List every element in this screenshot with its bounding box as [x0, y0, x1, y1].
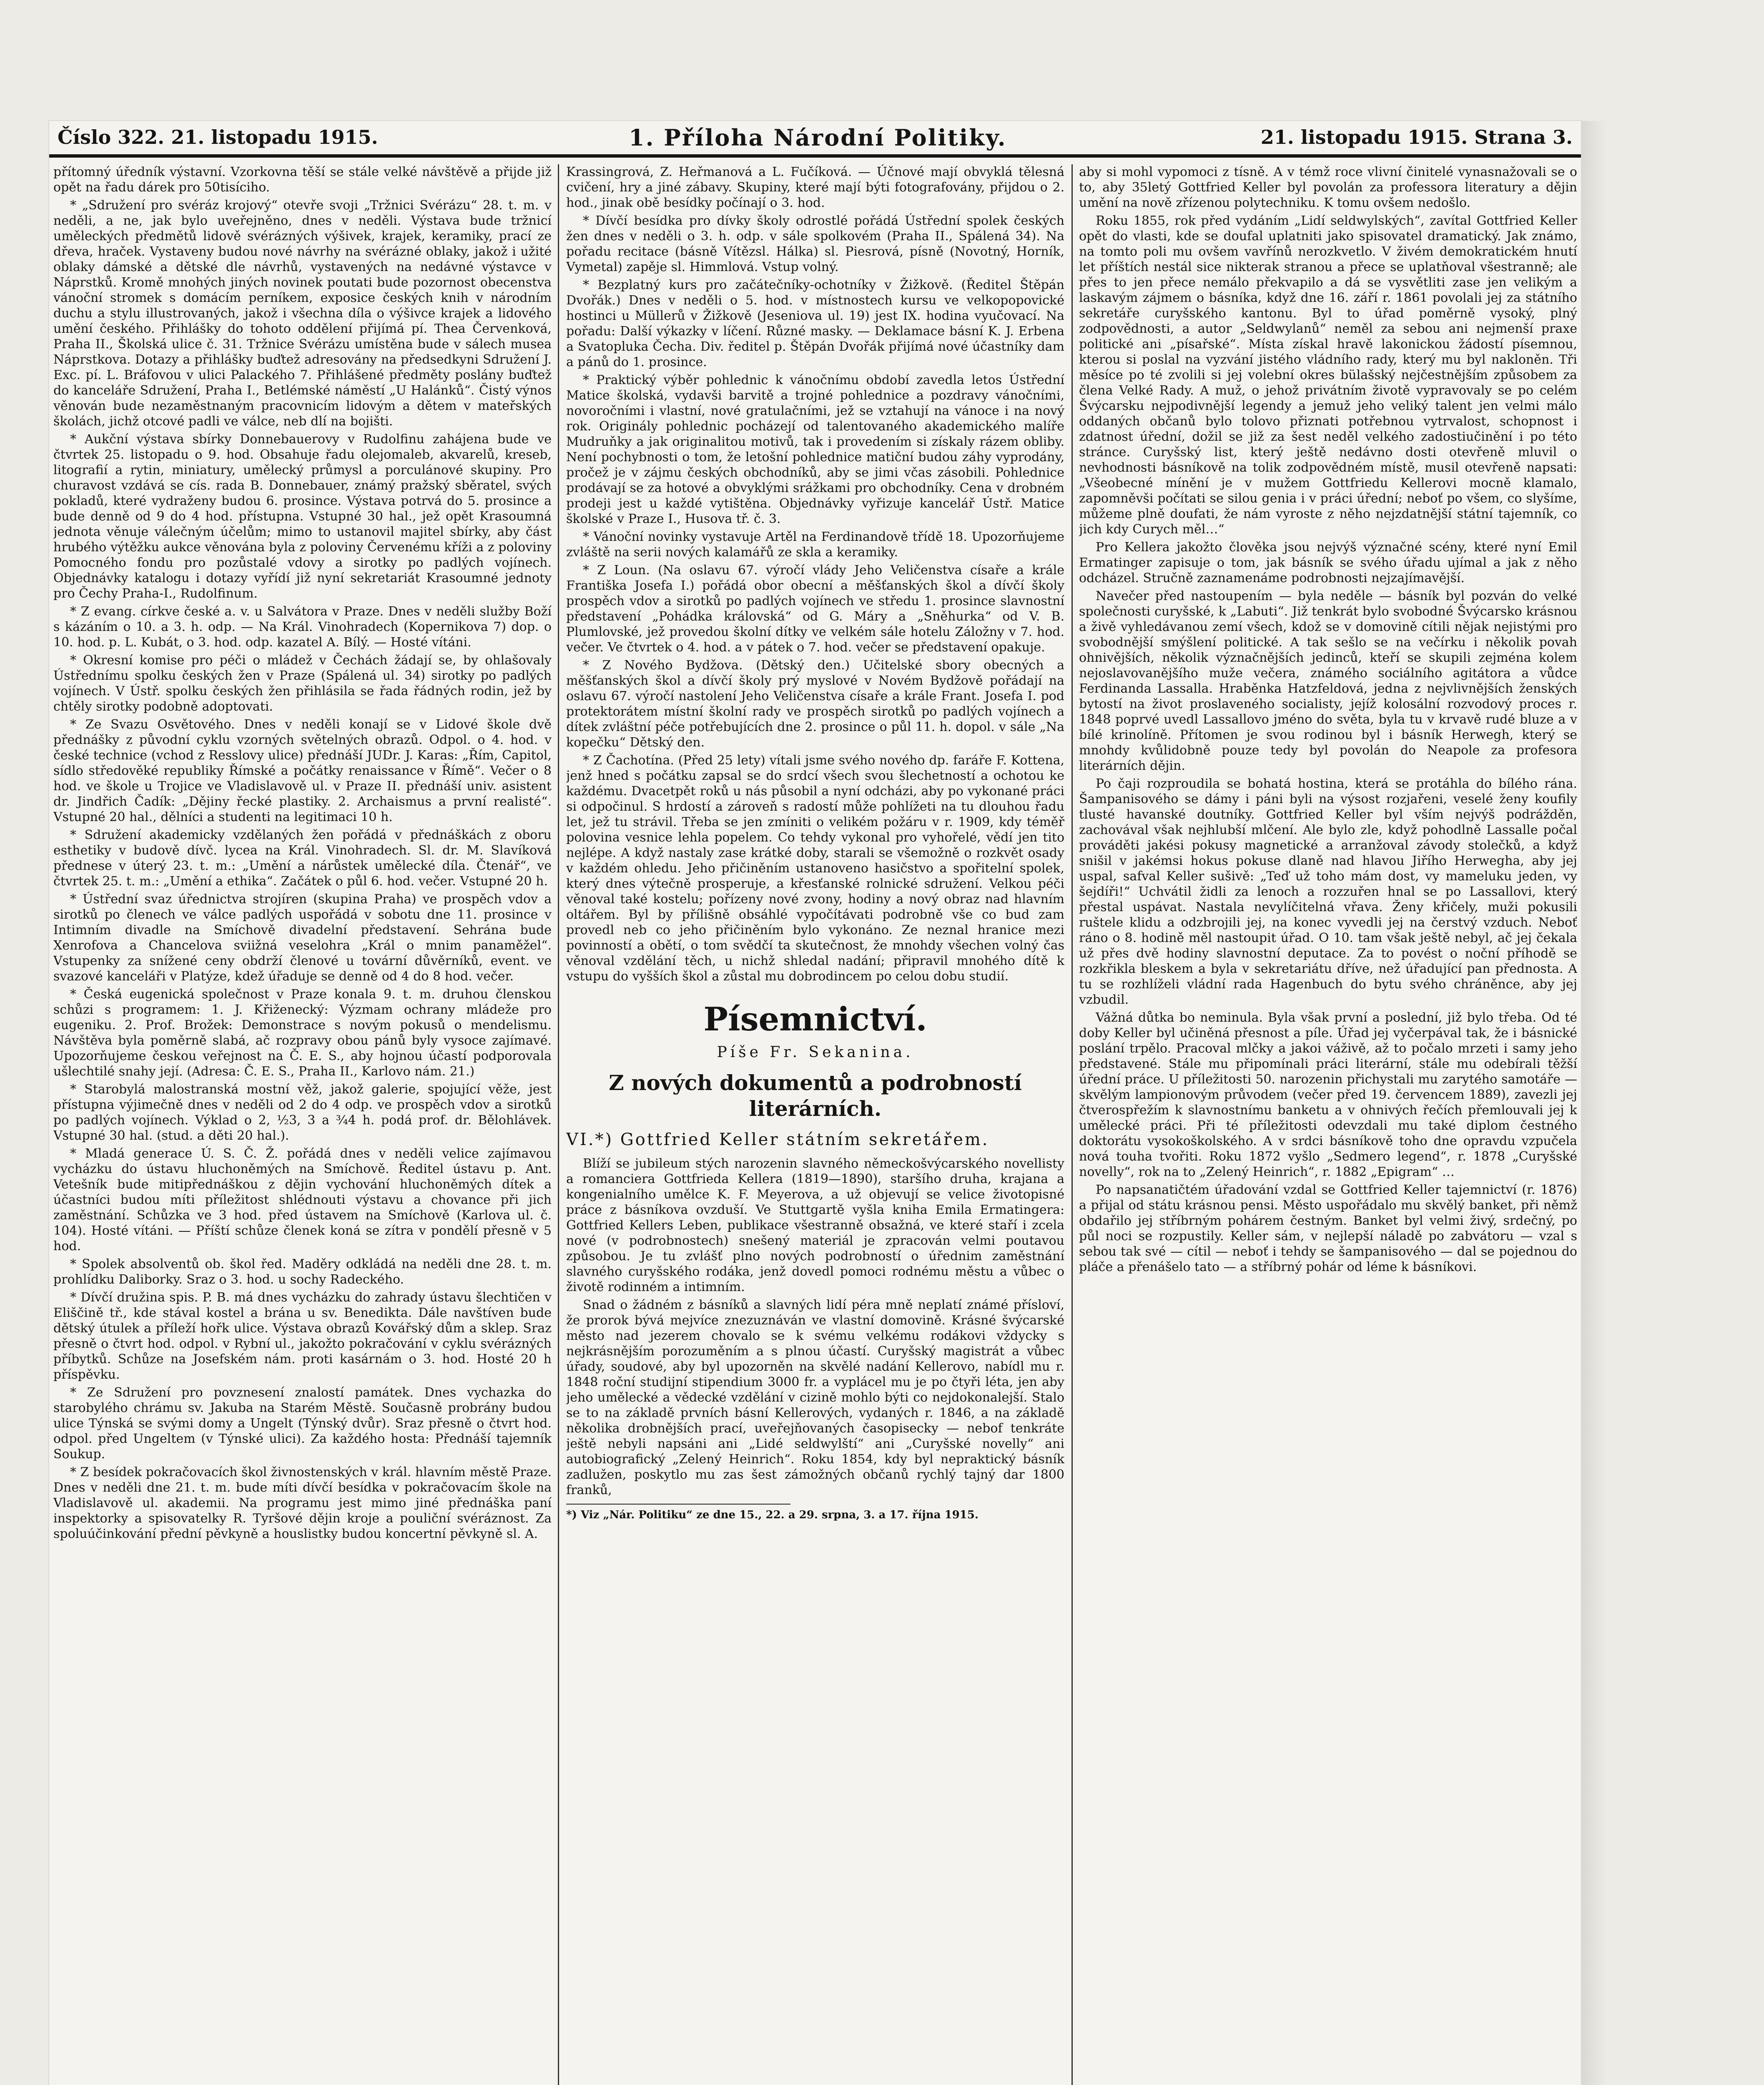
date-page-info: 21. listopadu 1915. Strana 3.: [1260, 126, 1573, 148]
article-paragraph: Po čaji rozproudila se bohatá hostina, která se protáhla do bílého rána. Šampanisového se dámy i páni byli na výsost rozjařeni, veselé ženy koufily tlusté havanské doutníky. Gottfried Keller byl vším nejvýš podrážděn, zachovával však nejhlubší mlčení. Ale bylo zle, když pohodlně Lassalle počal prováděti jakési pokusy magnetické a arranžoval závody stolečků, a když snišil v jakémsi hokus pokuse dlaně nad hlavou Jiřího Herwegha, aby jej uspal, safval Keller sušivě: „Teď už toho mám dost, vy mameluku jeden, vy šejdíři!“ Uchvátil židli za lenoch a rozzuřen hnal se po Lassallovi, který přestal uspávat. Nastala nevylíčitelná vřava. Ženy křičely, muži pokusili ruštele klidu a odzbrojili jej, na konec vyvedli jej na čerstvý vzduch. Neboť ráno o 8. hodině měl nastoupit úřad. O 10. tam však ještě nebyl, ač jej čekala už přes dvě hodiny slavnostní deputace. Za to povést o noční příhodě se rozkřikla bleskem a byla v sekretariátu dříve, než úřadující pan přednosta. A tu se rozhlíželi vládní rada Hagenbuch do bytu svého chráněnce, aby jej vzbudil.: [1079, 776, 1577, 1007]
article-paragraph: Navečer před nastoupením — byla neděle — básník byl pozván do velké společnosti curyšské, k „Labuti“. Již tenkrát bylo svobodné Švýcarsko krásnou a živě vyhledávanou zemí všech, kdož se v domovině cítili nějak nejistými pro svobodnější smýšlení politické. A tak sešlo se na večírku i několik povah ohnivějších, několik význačnějších jedinců, kteří se skupili zejména kolem nejoslavovanějšího muže večera, známého sociálního agitátora a vůdce Ferdinanda Lassalla. Hraběnka Hatzfeldová, jedna z nejvlivnějších ženských bytostí na život proslaveného socialisty, jejíž kolosální rozvodový proces r. 1848 poprvé uvedl Lassallovo jméno do světa, byla tu v krvavě rudé bluze a v bílé krinolíně. Přítomen je svou rodinou byl i básník Herwegh, který se mnohdy kvůlidobně pouze tedy byl povolán do Neapole za profesora literárních dějin.: [1079, 589, 1577, 773]
newspaper-page: [49, 121, 1581, 2085]
page-edge: [1581, 121, 1606, 2085]
byline: Píše Fr. Sekanina.: [717, 1044, 914, 1061]
news-item: * Mladá generace Ú. S. Č. Ž. pořádá dnes v neděli velice zajímavou vycházku do ústavu hluchoněmých na Smíchově. Ředitel ústavu p. Ant. Vetešník bude mitipřednáškou z dějin vychování hluchoněmých dítek a účastníci budou míti příležitost shlédnouti výstavu a chovance při jich zaměstnání. Schůzka ve 3 hod. před ústavem na Smíchově (Karlova ul. č. 104). Hosté vítáni. — Příští schůze členek koná se zítra v pondělí přesně v 5 hod.: [53, 1146, 552, 1254]
footnote-divider: [566, 1504, 790, 1505]
column-divider: [558, 164, 559, 2085]
news-item: * Ze Sdružení pro povznesení znalostí památek. Dnes vychazka do starobylého chrámu sv. Jakuba na Starém Městě. Současně probrány budou ulice Týnská se svými domy a Ungelt (Týnský dvůr). Sraz přesně o čtvrt hod. odpol. před Ungeltem (v Týnské ulici). Za každého hosta: Přednáší tajemník Soukup.: [53, 1385, 552, 1462]
news-item: * Spolek absolventů ob. škol řed. Maděry odkládá na neděli dne 28. t. m. prohlídku Daliborky. Sraz o 3. hod. u sochy Radeckého.: [53, 1257, 552, 1287]
news-item: * Ústřední svaz úřednictva strojíren (skupina Praha) ve prospěch vdov a sirotků po členech ve válce padlých uspořádá v sobotu dne 11. prosince v Intimním divadle na Smíchově divadelní představení. Sehrána bude Xenrofova a Chancelova sviižná veselohra „Král o mnim panaměžel“. Vstupenky za snížené ceny obdrží členové u tovární důvěrníků, event. ve svazové kanceláři v Platýze, kdež úřaduje se denně od 4 do 8 hod. večer.: [53, 892, 552, 984]
footnote: *) Viz „Nár. Politiku“ ze dne 15., 22. a 29. srpna, 3. a 17. října 1915.: [566, 1509, 979, 1521]
article-paragraph: Vážná důtka bo neminula. Byla však první a poslední, již bylo třeba. Od té doby Keller byl učiněná přesnost a píle. Úřad jej vyčerpával tak, že i básnické poslání trpělo. Pracoval mlčky a jakoi váživě, až to počalo mrzeti i samy jeho představené. Stále mu připomínali práci literární, stále mu odebírali těžší úřední práce. U příležitosti 50. narozenin přichystali mu zarytého samotáře — skvělým lampionovým průvodem (večer před 19. červencem 1889), zavezli jej čtverospřežím k slavnostnímu banketu a v ohnivých řečích přemlouvali jej k umělecké práci. Při té příležitosti odevzdali mu také diplom čestného doktorátu vysokoškolského. A v srdci básníkově toho dne opravdu vzpučela nová touha tvořiti. Roku 1872 vyšlo „Sedmero legend“, r. 1878 „Curyšské novelly“, rok na to „Zelený Heinrich“, r. 1882 „Epigram“ …: [1079, 1010, 1577, 1179]
article-paragraph: Po napsanatičtém úřadování vzdal se Gottfried Keller tajemnictví (r. 1876) a přijal od státu krásnou pensi. Město uspořádalo mu skvělý banket, při němž obdařilo jej stříbrným pohárem čestným. Banket byl velmi živý, srdečný, po půl noci se rozpustily. Keller sám, v nejlepší náladě po zabvátoru — vzal s sebou tak své — cítil — neboť i tehdy se šampanisového — dal se pojednou do pláče a přenášelo tato — a stříbrný pohár od léme k básníkovi.: [1079, 1183, 1577, 1274]
news-item: * Z besídek pokračovacích škol živnostenských v král. hlavním městě Praze. Dnes v neděli dne 21. t. m. bude míti dívčí besídka v pokračovacím škole na Vladislavově ul. akademii. Na programu jest mimo jiné přednáška paní inspektorky a spisovatelky R. Tyršové dějin kroje a pouliční svéráznost. Za spoluúčinkování přední pěvkyně a houslistky budou koncertní pěvkyně sl. A.: [53, 1465, 552, 1541]
news-item: * Praktický výběr pohlednic k vánočnímu období zavedla letos Ústřední Matice školská, vydavši barvitě a trojné pohlednice a pozdravy vánočními, novoročními i vlastní, nové gratulačními, jež se vztahují na vánoce i na nový rok. Originály pohlednic pocházejí od talentovaného akademického malíře Mudruňky a jak originalitou motivů, tak i provedením si získaly rázem obliby. Není pochybnosti o tom, že letošní pohlednice matiční budou záhy vyprodány, pročež je v zájmu českých obchodníků, aby se jimi včas zásobili. Pohlednice prodávají se za hotové a obvyklými srážkami pro obchodníky. Cena v drobném prodeji jest u každé vytištěna. Objednávky vyřizuje kancelář Ústř. Matice školské v Praze I., Husova tř. č. 3.: [566, 373, 1064, 526]
column-1: [53, 164, 552, 2085]
news-item: * Z Čachotína. (Před 25 lety) vítali jsme svého nového dp. faráře F. Kottena, jenž hned s počátku zapsal se do srdcí všech svou šlechetností a ochotou ke každému. Dvacetpět roků u nás působil a nyní odcházi, aby po vykonané práci si odpočinul. S hrdostí a zároveň s radostí může pohlížeti na tu dlouhou řadu let, jež tu strávil. Třeba se jen zmíniti o velikém požáru v r. 1909, kdy téměř polovina vesnice lehla popelem. Co tehdy vykonal pro vyhořelé, vědí jen tito nejlépe. A když nastaly zase krátké doby, starali se všemožně o rozkvět osady v každém ohledu. Jeho přičiněním ustanoveno hasičstvo a spořitelní spolek, který dnes výtečně prosperuje, a křesťanské rolnické sdružení. Velkou péči věnoval také kostelu; pořízeny nové zvony, hodiny a nový obraz nad hlavním oltářem. Byl by přílišně obsáhlé vypočítávati podrobně vše co bud zam provedl neb co jeho přičiněním bylo vykonáno. Ze neznal hranice mezi povinností a obětí, o tom svědčí ta skutečnost, že mnohdy všechen volný čas věnoval vzdělání těch, u nichž shledal nadání; připravil mnohého dítě k vstupu do vyšších škol a zůstal mu dobrodincem po celou dobu studií.: [566, 753, 1064, 984]
news-item: * Okresní komise pro péči o mládež v Čechách žádají se, by ohlašovaly Ústřednímu spolku českých žen v Praze (Spálená ul. 34) sirotky po padlých vojínech. V Ústř. spolku českých žen přihlásila se řada řádných rodin, jež by chtěly sirotky podobně adoptovati.: [53, 653, 552, 714]
news-item: * Ze Svazu Osvětového. Dnes v neděli konají se v Lidové škole dvě přednášky z původní cyklu vzorných světelných obrazů. Odpol. o 4. hod. v české technice (vchod z Resslovy ulice) přednáší JUDr. J. Karas: „Řím, Capitol, sídlo středověké republiky Římské a počátky renaissance v Římě“. Večer o 8 hod. ve škole u Trojice ve Vladislavově ul. v Praze II. přednáší univ. asistent dr. Jindřich Čadík: „Dějiny řecké plastiky. 2. Archaismus a první realisté“. Vstupné 20 hal., dělníci a studenti na legitimaci 10 h.: [53, 717, 552, 824]
news-item: * Aukční výstava sbírky Donnebauerovy v Rudolfinu zahájena bude ve čtvrtek 25. listopadu o 9. hod. Obsahuje řadu olejomaleb, akvarelů, kreseb, litografií a rytin, miniatury, umělecký průmysl a porculánové skupiny. Pro churavost vzdává se cís. rada B. Donnebauer, známý pražský sběratel, svých pokladů, které vydraženy budou 6. prosince. Výstava potrvá do 5. prosince a bude denně od 9 do 4 hod. přístupna. Vstupné 30 hal., jež opět Krasoumná jednota věnuje válečným účelům; mimo to ustanovil majitel sbírky, aby část hrubého výtěžku aukce věnována byla z poloviny Červenému kříži a z poloviny Pomocného fondu pro pozůstalé vdovy a sirotky po padlých vojínech. Objednávky katalogu i dotazy vyřídí již nyní sekretariát Krasoumné jednoty pro Čechy Praha-I., Rudolfinum.: [53, 432, 552, 601]
news-item: * „Sdružení pro svéráz krojový“ otevře svoji „Tržnici Svérázu“ 28. t. m. v neděli, a ne, jak bylo uveřejněno, dnes v neděli. Výstava bude tržnicí uměleckých předmětů lidově svérázných výšivek, krajek, keramiky, prací ze dřeva, hraček. Vystaveny budou nové návrhy na svérázné oblaky, jakož i užité oblaky dámské a dětské dle návrhů, vystavených na nedávné výstavce v Náprstků. Kromě mnohých jiných novinek poutati bude pozornost obecenstva vánoční stromek s domácím perníkem, exposice českých knih v národním duchu a stylu illustrovaných, jakož i všechna díla o výšivce krajek a lidového umění českého. Přihlášky do tohoto oddělení přijímá pí. Thea Červenková, Praha II., Školská ulice č. 31. Tržnice Svérázu umístěna bude v sálech musea Náprstkova. Dotazy a přihlášky buďtež adresovány na předsedkyni Sdružení J. Exc. pí. L. Bráfovou v ulici Palackého 7. Přihlášené předměty poslány buďtež do kanceláře Sdružení, Praha I., Betlémské náměstí „U Halánků“. Čistý výnos věnován bude nezaměstnaným pracovnicím lidovým a dětem v mateřských školách, jichž otcové padli ve válce, neb dlí na bojišti.: [53, 198, 552, 429]
news-item: * Česká eugenická společnost v Praze konala 9. t. m. druhou členskou schůzi s programem: 1. J. Křiženecký: Výzmam ochrany mládeže pro eugeniku. 2. Prof. Brožek: Demonstrace s novým pokusů o mendelismu. Návštěva byla poměrně slabá, ač rozpravy obou pánů byly vysoce zajímavé. Upozorňujeme českou veřejnost na Č. E. S., aby hojnou účastí podporovala ušlechtilé snahy její. (Adresa: Č. E. S., Praha II., Karlovo nám. 21.): [53, 987, 552, 1079]
article-paragraph: Pro Kellera jakožto člověka jsou nejvýš význačné scény, které nyní Emil Ermatinger zapisuje o tom, jak básník se svého úřadu ujímal a jak z něho odcházel. Stručně zaznamenáme podrobnosti nejzajímavější.: [1079, 540, 1577, 585]
news-item: * Vánoční novinky vystavuje Artěl na Ferdinandově třídě 18. Upozorňujeme zvláště na serii nových kalamářů ze skla a keramiky.: [566, 530, 1064, 560]
article-subtitle: VI.*) Gottfried Keller státním sekretářem.: [566, 1130, 989, 1149]
column-divider: [1071, 164, 1073, 2085]
column-2: [566, 164, 1064, 2085]
section-title: Písemnictví.: [703, 1000, 927, 1038]
news-item: * Dívčí besídka pro dívky školy odrostlé pořádá Ústřední spolek českých žen dnes v neděli o 3. h. odp. v sále spolkovém (Praha II., Spálená 34). Na pořadu recitace (básně Vítězsl. Hálka) sl. Piesrová, písně (Novotný, Horník, Vymetal) zapěje sl. Himmlová. Vstup volný.: [566, 214, 1064, 274]
paragraph: Krassingrová, Z. Heřmanová a L. Fučíková. — Účnové mají obvyklá tělesná cvičení, hry a jiné zábavy. Skupiny, které mají býti fotografovány, přijdou o 2. hod., jinak obě besídky počínají o 3. hod.: [566, 165, 1064, 210]
article-paragraph: Roku 1855, rok před vydáním „Lidí seldwylských“, zavítal Gottfried Keller opět do vlasti, kde se doufal uplatniti jako spisovatel dramatický. Jak známo, na tomto poli mu ovšem vavřínů nerozkvetlo. V živém demokratickém hnutí let příštích nestál sice nikterak stranou a přece se uplatňoval všestranně; ale přes to jen přece nemálo překvapilo a dá se vysvětliti zase jen velikým a laskavým zájmem o básníka, když dne 16. září r. 1861 povolali jej za státního sekretáře curyšského kantonu. Byl to úřad poměrně vysoký, plný zodpovědnosti, a autor „Seldwylanů“ neměl za sebou ani nejmenší praxe politické ani „písařské“. Místa získal hravě lakonickou žádostí písemnou, kterou si poslal na vyzvání jistého vládního rady, který mu byl nakloněn. Tři měsíce po té zvolili si jej volební okres bülašský nejčestnějším způsobem za člena Velké Rady. A muž, o jehož privátním životě vypravovaly se po celém Švýcarsku nejpodivnější legendy a jemuž jeho veliký talent jen velmi málo oddaných občanů bylo tolovo přiznati potřebnou vytrvalost, schopnost i zdatnost úřední, dožil se již za šest neděl velkého zadostiučinění i po této stránce. Curyšský list, který ještě nedávno dosti otevřeně mluvil o nevhodnosti básníkově na tolik zodpovědném místě, musil otevřeně napsati: „Všeobecné mínění je v mužem Gottfriedu Kellerovi mocně klamalo, zapomněvši počítati se silou genia i v práci úřední; neboť po všem, co slyšíme, můžeme plně doufati, že nám vyroste z něho nejzdatnější státní tajemník, co jich kdy Curych měl…“: [1079, 214, 1577, 537]
news-item: * Sdružení akademicky vzdělaných žen pořádá v přednáškách z oboru esthetiky v budově dívč. lycea na Král. Vinohradech. Sl. dr. M. Slavíková přednese v úterý 23. t. m.: „Umění a nárůstek umělecké díla. Čtenář“, ve čtvrtek 25. t. m.: „Umění a ethika“. Začátek o půl 6. hod. večer. Vstupné 20 h.: [53, 828, 552, 889]
article-paragraph: Blíží se jubileum stých narozenin slavného německošvýcarského novellisty a romanciera Gottfrieda Kellera (1819—1890), staršího druha, krajana a kongenialního umělce K. F. Meyerova, a už objevují se velice životopisné práce z básníkova ovzduší. Ve Stuttgartě vyšla kniha Emila Ermatingera: Gottfried Kellers Leben, publikace všestranně obsažná, ve které staří i zcela nové (v podrobnostech) snešený materiál je zpracován velmi poutavou způsobou. Je tu zvlášť plno nových podrobností o úřednim zaměstnání slavného curyšského rodáka, jenž dovedl pomoci rodnému městu a vůbec o životě rodinném a intimním.: [566, 1156, 1064, 1294]
news-item: * Bezplatný kurs pro začátečníky-ochotníky v Žižkově. (Ředitel Štěpán Dvořák.) Dnes v neděli o 5. hod. v místnostech kursu ve velkopopovické hostinci u Müllerů v Žižkově (Jeseniova ul. 19) jest IX. hodina vyučovací. Na pořadu: Další výkazky v líčení. Různé masky. — Deklamace básní K. J. Erbena a Svatopluka Čecha. Div. ředitel p. Štěpán Dvořák přijímá nové účastníky dam a pánů do 1. prosince.: [566, 278, 1064, 369]
issue-info: Číslo 322. 21. listopadu 1915.: [58, 126, 378, 148]
page-header: [49, 121, 1581, 158]
paragraph: přítomný úředník výstavní. Vzorkovna těší se stále velké návštěvě a přijde již opět na řadu dárek pro 50tisíciho.: [53, 165, 552, 195]
news-item: * Dívčí družina spis. P. B. má dnes vycházku do zahrady ústavu šlechtičen v Eliščině tř., kde stával kostel a brána u sv. Benedikta. Dále navštíven bude dětský útulek a příleží hořk ulice. Výstava obrazů Kovářský dům a sklep. Sraz přesně o čtvrt hod. odpol. v Rybní ul., jakožto pokračování v cyklu svérázných příbytků. Schůze na Josefském nám. proti kasárnám o 3. hod. Hosté 20 h příspěvku.: [53, 1290, 552, 1382]
news-item: * Starobylá malostranská mostní věž, jakož galerie, spojující věže, jest přístupna výjimečně dnes v neděli od 2 do 4 odp. ve prospěch vdov a sirotků po padlých vojínech. Výklad o 2, ½3, 3 a ¾4 h. podá prof. dr. Bělohlávek. Vstupné 30 hal. (stud. a děti 20 hal.).: [53, 1082, 552, 1143]
supplement-title: 1. Příloha Národní Politiky.: [629, 124, 1007, 151]
news-item: * Z evang. církve české a. v. u Salvátora v Praze. Dnes v neděli služby Boží s kázáním o 10. a 3. h. odp. — Na Král. Vinohradech (Kopernikova 7) dop. o 10. hod. p. L. Kubát, o 3. hod. odp. kazatel A. Bílý. — Hosté vítáni.: [53, 604, 552, 650]
article-paragraph: Snad o žádném z básníků a slavných lidí péra mně neplatí známé přísloví, že prorok bývá mejvíce znezuznáván ve vlastní domovině. Krásné švýcarské město nad jezerem chovalo se k svému velkému rodákovi vždycky s nejkrásnějším porozuměním a s plnou účastí. Curyšský magistrát a vůbec úřady, soudové, aby byl upozorněn na skvělé nadání Kellerovo, nabídl mu r. 1848 roční studijní stipendium 3000 fr. a vyplácel mu je po čtyři léta, jen aby jeho umělecké a vědecké vzdělání v cizině mohlo býti co nejdokonalejší. Stalo se to na základě prvních básní Kellerových, vydaných r. 1846, a na základě několika drobnějších prací, uveřejňovaných časopisecky — nebof tenkráte ještě nebyli napsáni ani „Lidé seldwylští“ ani „Curyšské novelly“ ani autobiografický „Zelený Heinrich“. Roku 1854, kdy byl nepraktický básník zadlužen, poskytlo mu zas šest zámožných občanů rychlý tajný dar 1800 franků,: [566, 1298, 1064, 1497]
article-title: Z nových dokumentů a podrobností literárních.: [609, 1070, 1022, 1121]
news-item: * Z Nového Bydžova. (Dětský den.) Učitelské sbory obecných a měšťanských škol a dívčí školy prý myslové v Novém Bydžově pořádají na oslavu 67. výročí nastolení Jeho Veličenstva císaře a krále Frant. Josefa I. pod protektorátem místní školní rady ve prospěch sirotků po padlých vojínech a dítek zvláštní péče potřebujících dne 2. prosince o půl 11. h. dopol. v sále „Na kopečku“ Dětský den.: [566, 658, 1064, 750]
column-3: [1079, 164, 1577, 2085]
news-item: * Z Loun. (Na oslavu 67. výročí vlády Jeho Veličenstva císaře a krále Františka Josefa I.) pořádá obor obecní a měšťanských škol a dívčí školy prospěch vdov a sirotků po padlých vojínech ve středu 1. prosince slavnostní představení „Pohádka královská“ od G. Máry a „Sněhurka“ od V. B. Plumlovské, jež provedou školní dítky ve velkém sále hotelu Záložny v 7. hod. večer. Ve čtvrtek o 4. hod. a v pátek o 7. hod. večer se představení opakuje.: [566, 563, 1064, 655]
article-paragraph: aby si mohl vypomoci z tísně. A v témž roce vlivní činitelé vynasnažovali se o to, aby 35letý Gottfried Keller byl povolán za professora literatury a dějin umění na nově zřízenou polytechniku. K tomu ovšem nedošlo.: [1079, 165, 1577, 210]
